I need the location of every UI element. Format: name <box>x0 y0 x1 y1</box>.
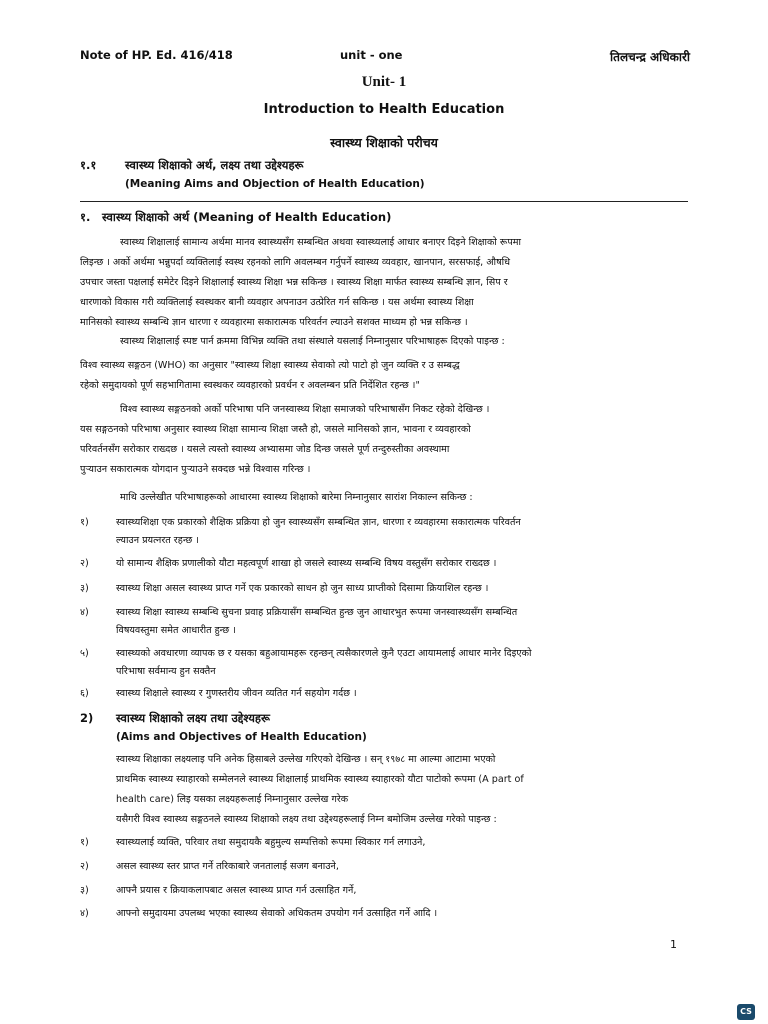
section-2-heading <box>80 711 680 751</box>
page-number: 1 <box>670 938 677 951</box>
list-number: ४) <box>80 908 89 919</box>
text-line: परिवर्तनसँग सरोकार राख्दछ । यसले त्यस्तो स्वास्थ्य अभ्यासमा जोड दिन्छ जसले पूर्ण तन्दुरुस्तीका अवस्थामा <box>80 444 450 455</box>
list-number: २) <box>80 558 89 569</box>
text-line: health care) लिइ यसका लक्ष्यहरूलाई निम्नानुसार उल्लेख गरेक <box>116 794 349 805</box>
list-text: यो सामान्य शैक्षिक प्रणालीको यौटा महत्वपूर्ण शाखा हो जसले स्वास्थ्य सम्बन्धि विषय वस्तुसँग सरोकार राख्दछ । <box>116 558 497 569</box>
section-1-1-heading <box>80 158 680 198</box>
chapter-title: Introduction to Health Education <box>263 102 505 117</box>
section-number: 2) <box>80 711 94 725</box>
section-1-heading <box>80 210 680 228</box>
list-text: स्वास्थ्यलाई व्यक्ति, परिवार तथा समुदायकै बहुमुल्य सम्पत्तिको रूपमा स्विकार गर्न लगाउने, <box>116 837 426 848</box>
text-line: मानिसको स्वास्थ्य सम्बन्धि ज्ञान धारणा र व्यवहारमा सकारात्मक परिवर्तन ल्याउने सशक्त माध्यम हो भन्न सकिन्छ । <box>80 317 468 328</box>
paragraph-who-second-definition <box>80 400 688 480</box>
list-text: स्वास्थ्य शिक्षाले स्वास्थ्य र गुणस्तरीय जीवन व्यतित गर्न सहयोग गर्दछ । <box>116 688 357 699</box>
list-text: ल्याउन प्रयत्नरत रहन्छ । <box>116 535 199 546</box>
list-number: २) <box>80 861 89 872</box>
text-line: यस सङ्गठनको परिभाषा अनुसार स्वास्थ्य शिक्षा सामान्य शिक्षा जस्तै हो, जसले मानिसको ज्ञान, भावना र व्यवहारको <box>80 424 471 435</box>
unit-title: Unit- 1 <box>361 74 407 90</box>
paragraph-definitions-intro <box>80 332 688 352</box>
text-line: स्वास्थ्य शिक्षाका लक्ष्यलाइ पनि अनेक हिसाबले उल्लेख गरिएको देखिन्छ । सन् १९७८ मा आल्मा आटामा भएको <box>116 754 496 765</box>
text-line: माथि उल्लेखीत परिभाषाहरूको आधारमा स्वास्थ्य शिक्षाको बारेमा निम्नानुसार सारांश निकाल्न सकिन्छ : <box>120 492 473 503</box>
section-title: स्वास्थ्य शिक्षाको अर्थ, लक्ष्य तथा उद्देश्यहरू <box>125 158 304 172</box>
header-course: Note of HP. Ed. 416/418 <box>80 48 233 62</box>
list-text: स्वास्थ्यशिक्षा एक प्रकारको शैक्षिक प्रक्रिया हो जुन स्वास्थ्यसँग सम्बन्धित ज्ञान, धारणा र व्यवहारमा सकारात्मक परिवर्तन <box>116 517 521 528</box>
list-number: ४) <box>80 607 89 618</box>
text-line: लिइन्छ । अर्को अर्थमा भन्नुपर्दा व्यक्तिलाई स्वस्थ रहनको लागि अवलम्बन गर्नुपर्ने स्वास्थ्य व्यवहार, खानपान, सरसफाई, औषधि <box>80 257 511 268</box>
text-line: स्वास्थ्य शिक्षालाई सामान्य अर्थमा मानव स्वास्थ्यसँग सम्बन्धित अथवा स्वास्थ्यलाई आधार बनाएर दिइने शिक्षाको रूपमा <box>120 237 521 248</box>
paragraph-summary-intro <box>80 488 688 508</box>
horizontal-rule <box>80 201 688 202</box>
paragraph-meaning <box>80 233 688 333</box>
chapter-title-nepali: स्वास्थ्य शिक्षाको परीचय <box>330 135 438 150</box>
section-title: स्वास्थ्य शिक्षाको अर्थ (Meaning of Health Education) <box>102 210 392 224</box>
paragraph-aims <box>116 750 688 830</box>
list-text: विषयवस्तुमा समेत आधारीत हुन्छ । <box>116 625 236 636</box>
list-text: स्वास्थ्य शिक्षा स्वास्थ्य सम्बन्धि सुचना प्रवाह प्रक्रियासँग सम्बन्धित हुन्छ जुन आधारभुत रूपमा जनस्वास्थ्यसँग सम्बन्धित <box>116 607 518 618</box>
scanner-badge-icon: CS <box>737 1004 755 1020</box>
list-number: ६) <box>80 688 89 699</box>
section-subtitle: (Meaning Aims and Objection of Health Education) <box>125 178 425 190</box>
list-text: स्वास्थ्यको अवधारणा व्यापक छ र यसका बहुआयामहरू रहन्छन् त्यसैकारणले कुनै एउटा आयामलाई आधार मानेर दिइएको <box>116 648 532 659</box>
list-text: स्वास्थ्य शिक्षा असल स्वास्थ्य प्राप्त गर्ने एक प्रकारको साधन हो जुन साध्य प्राप्तीको दिसामा क्रियाशिल रहन्छ । <box>116 583 489 594</box>
list-text: आफ्नै प्रयास र क्रियाकलापबाट असल स्वास्थ्य प्राप्त गर्न उत्साहित गर्ने, <box>116 885 357 896</box>
text-line: स्वास्थ्य शिक्षालाई स्पष्ट पार्न क्रममा विभिन्न व्यक्ति तथा संस्थाले यसलाई निम्नानुसार परिभाषाहरू दिएको पाइन्छ : <box>120 336 505 347</box>
paragraph-who-definition <box>80 356 688 396</box>
list-text: असल स्वास्थ्य स्तर प्राप्त गर्ने तरिकाबारे जनतालाई सजग बनाउने, <box>116 861 339 872</box>
list-text: आफ्नो समुदायमा उपलब्ध भएका स्वास्थ्य सेवाको अधिकतम उपयोग गर्न उत्साहित गर्ने आदि । <box>116 908 438 919</box>
list-number: ५) <box>80 648 89 659</box>
list-number: ३) <box>80 583 89 594</box>
text-line: पुऱ्याउन सकारात्मक योगदान पुऱ्याउने सक्दछ भन्ने विश्वास गरिन्छ । <box>80 464 311 475</box>
section-number: १.१ <box>80 158 97 172</box>
list-number: १) <box>80 837 89 848</box>
list-text: परिभाषा सर्वमान्य हुन सक्तैन <box>116 666 216 677</box>
text-line: रहेको समुदायको पूर्ण सहभागितामा स्वस्थकर व्यवहारको प्रवर्धन र अवलम्बन प्रति निर्देशित रहन्छ ।" <box>80 380 420 391</box>
list-number: ३) <box>80 885 89 896</box>
text-line: उपचार जस्ता पक्षलाई समेटेर दिइने शिक्षालाई स्वास्थ्य शिक्षा भन्न सकिन्छ । स्वास्थ्य शिक्षा मार्फत स्वास्थ्य सम्बन्धि ज्ञान, सिप र <box>80 277 508 288</box>
text-line: विश्व स्वास्थ्य सङ्गठन (WHO) का अनुसार "स्वास्थ्य शिक्षा स्वास्थ्य सेवाको त्यो पाटो हो जुन व्यक्ति र उ सम्बद्ध <box>80 360 460 371</box>
text-line: धारणाको विकास गरी व्यक्तिलाई स्वस्थकर बानी व्यवहार अपनाउन उत्प्रेरित गर्न सकिन्छ । यस अर्थमा स्वास्थ्य शिक्षा <box>80 297 474 308</box>
text-line: यसैगरी विश्व स्वास्थ्य सङ्गठनले स्वास्थ्य शिक्षाको लक्ष्य तथा उद्देश्यहरूलाई निम्न बमोजिम उल्लेख गरेको पाइन्छ : <box>116 814 497 825</box>
list-number: १) <box>80 517 89 528</box>
text-line: विश्व स्वास्थ्य सङ्गठनको अर्को परिभाषा पनि जनस्वास्थ्य शिक्षा समाजको परिभाषासँग निकट रहेको देखिन्छ । <box>120 404 490 415</box>
section-number: १. <box>80 210 91 224</box>
section-subtitle: (Aims and Objectives of Health Education) <box>116 731 367 743</box>
header-author: तिलचन्द्र अधिकारी <box>610 50 690 64</box>
text-line: प्राथमिक स्वास्थ्य स्याहारको सम्मेलनले स्वास्थ्य शिक्षालाई प्राथमिक स्वास्थ्य स्याहारको यौटा पाटोको रूपमा (A part of <box>116 774 524 785</box>
section-title: स्वास्थ्य शिक्षाको लक्ष्य तथा उद्देश्यहरू <box>116 711 270 725</box>
header-unit: unit - one <box>340 48 403 62</box>
